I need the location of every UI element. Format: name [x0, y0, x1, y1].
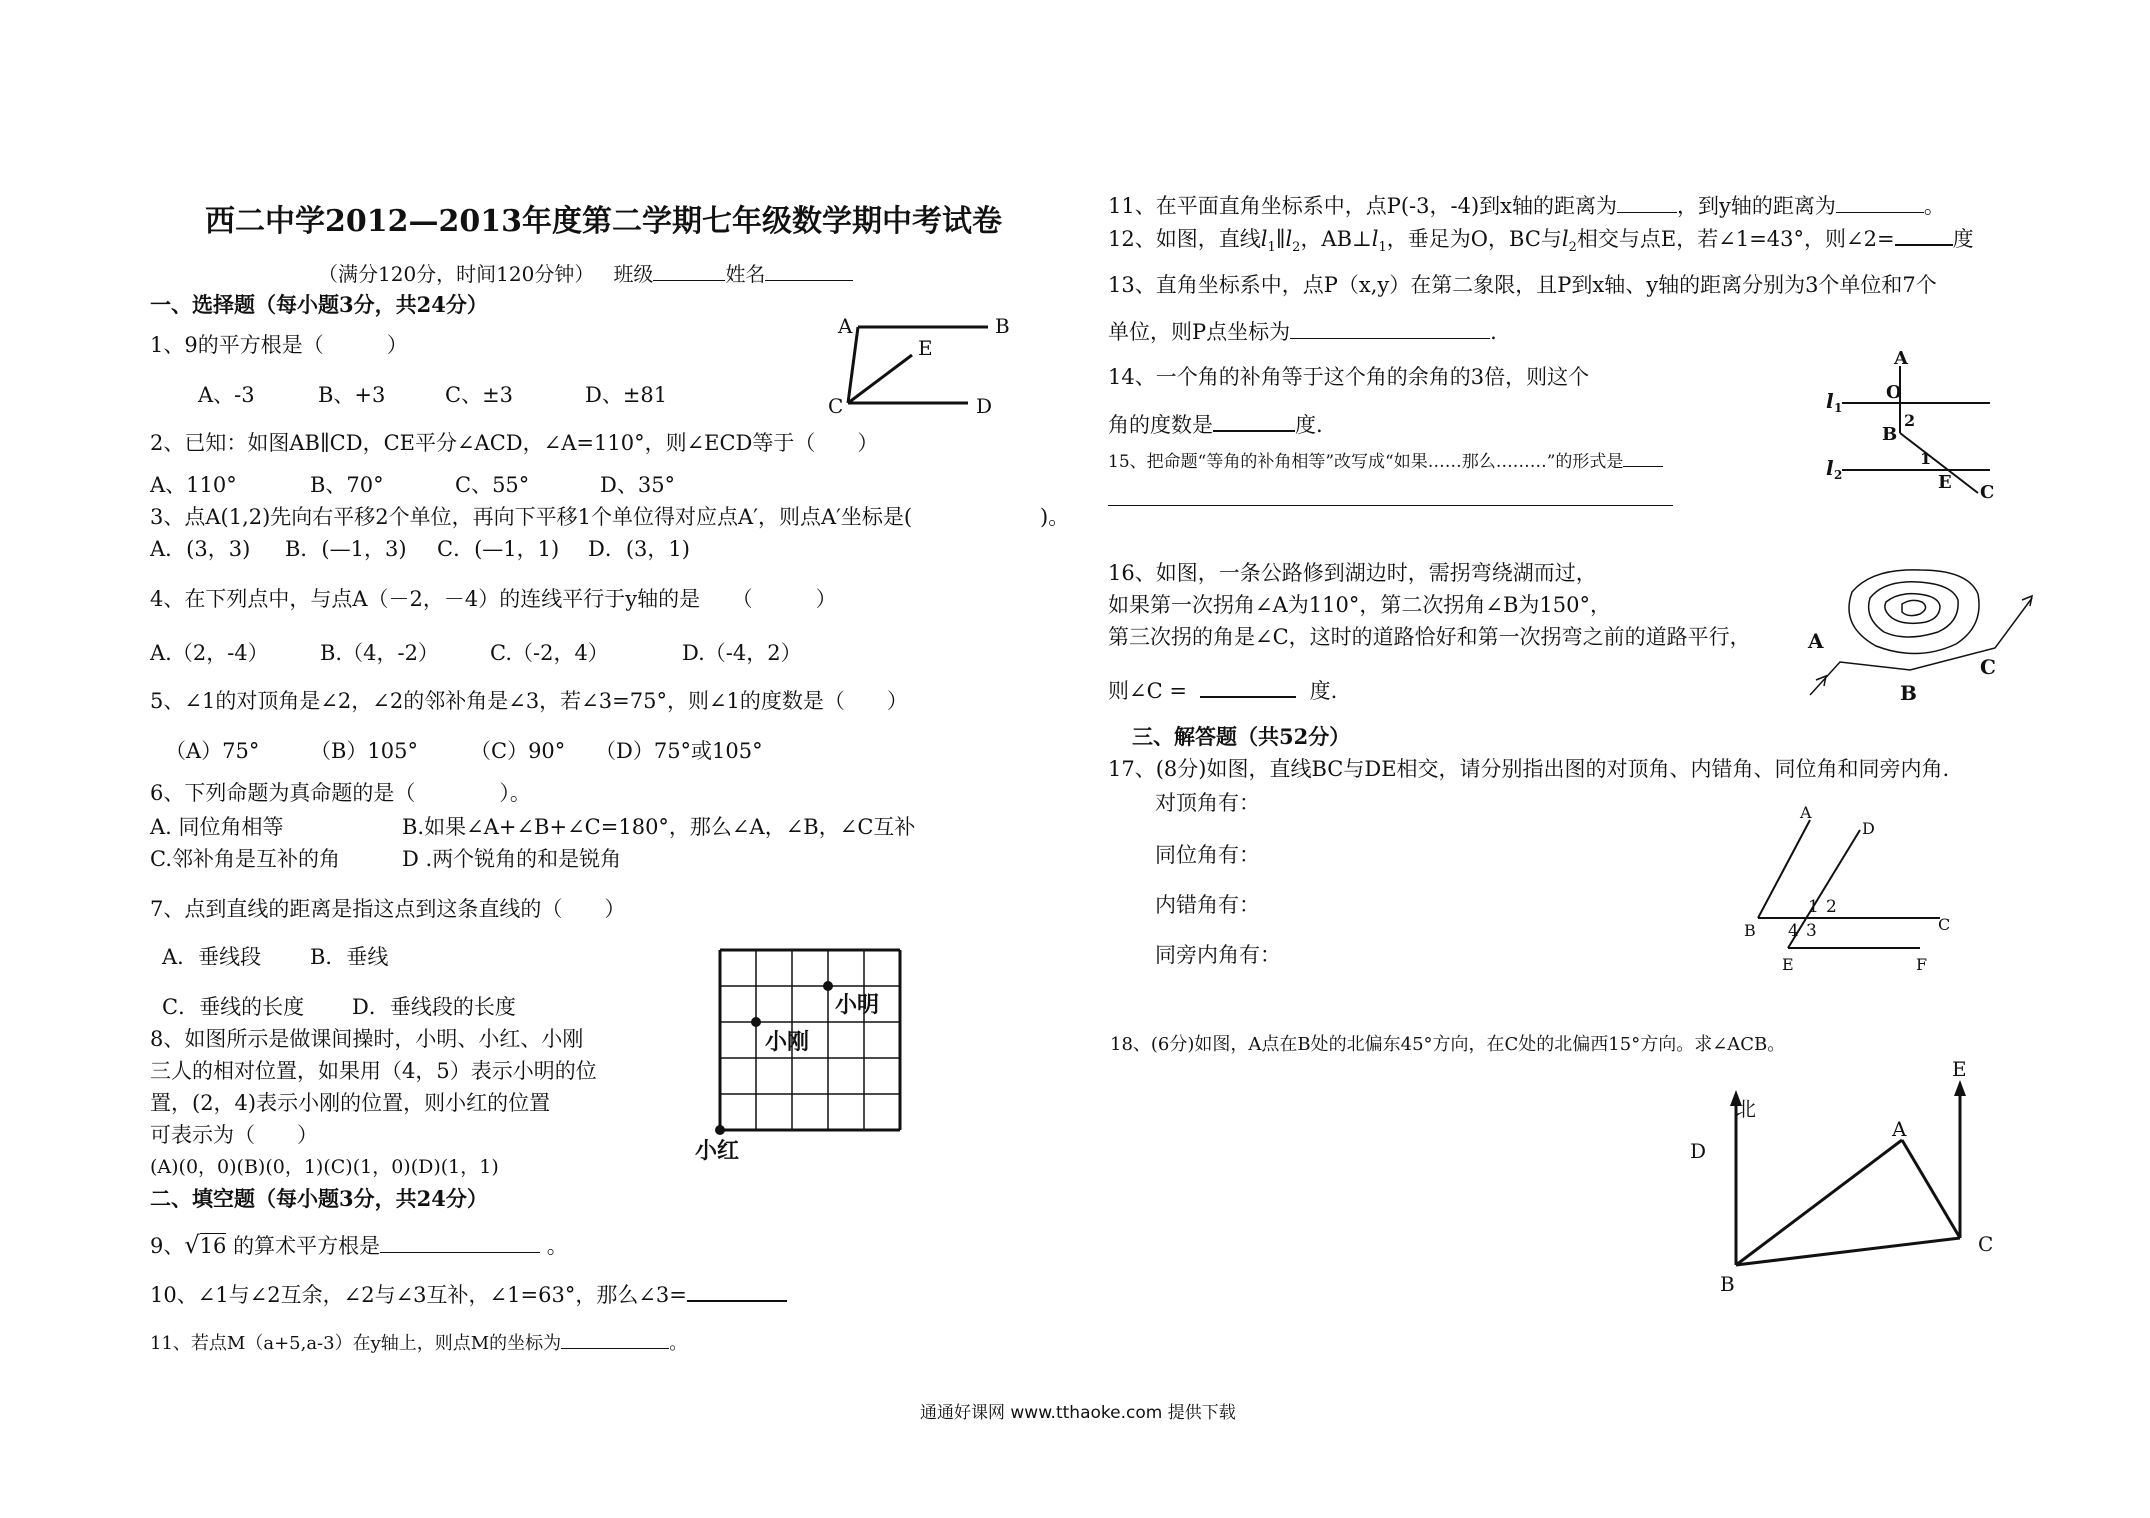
- label-a: A: [1800, 803, 1812, 822]
- label-1: 1: [1920, 449, 1932, 468]
- q11a-answer-blank: [561, 1328, 669, 1349]
- segment-ac: [1902, 1140, 1960, 1238]
- question-3: 3、点A(1,2)先向右平移2个单位，再向下平移1个单位得对应点A′，则点A′坐标是(: [150, 505, 913, 529]
- question-16-line-4: 则∠C = 度.: [1108, 676, 1337, 704]
- q2-option-a: A、110°: [150, 473, 237, 497]
- label-angle-1: 1: [1808, 897, 1819, 917]
- label-angle-2: 2: [1826, 897, 1837, 917]
- q3-option-c: C．(—1，1): [437, 537, 560, 561]
- q3-option-b: B．(—1，3): [285, 537, 407, 561]
- q1-option-d: D、±81: [585, 383, 668, 407]
- segment-ba: [1736, 1140, 1902, 1265]
- line-ac: [848, 327, 858, 403]
- question-12: 12、如图，直线$l_1\parallel l_2$，$AB\perp l_1$，垂足为O，BC与$l_2$相交与点E，若∠1=43°，则∠2= 度: [1108, 224, 1974, 261]
- question-8-line-1: 8、如图所示是做课间操时，小明、小红、小刚: [150, 1027, 584, 1051]
- question-10: 10、∠1与∠2互余，∠2与∠3互补，∠1=63°，那么∠3=: [150, 1280, 787, 1308]
- label-north: 北: [1736, 1097, 1756, 1121]
- label-d: D: [1862, 819, 1875, 838]
- label-e: E: [1952, 1057, 1967, 1081]
- question-11a: 11、若点M（a+5,a-3）在y轴上，则点M的坐标为 。: [150, 1328, 687, 1357]
- question-8-line-2: 三人的相对位置，如果用（4，5）表示小明的位: [150, 1059, 597, 1083]
- label-e: E: [1938, 472, 1952, 493]
- label-b: B: [1882, 424, 1898, 445]
- label-2: 2: [1904, 411, 1916, 430]
- q7-option-a: A．垂线段: [162, 945, 262, 969]
- exam-info: （满分120分，时间120分钟） 班级 姓名: [318, 260, 853, 287]
- q9-answer-blank: [380, 1232, 540, 1253]
- question-13-line-2: 单位，则P点坐标为 .: [1108, 320, 1497, 344]
- q15-answer-line: [1108, 505, 1673, 506]
- q1-option-c: C、±3: [445, 383, 514, 407]
- dot-xiaoming: [823, 981, 833, 991]
- lake-contours: [1849, 570, 1979, 654]
- question-2: 2、已知：如图AB∥CD，CE平分∠ACD，∠A=110°，则∠ECD等于（ ）: [150, 431, 879, 455]
- label-b: B: [995, 314, 1010, 338]
- label-o: O: [1886, 382, 1902, 403]
- q4-option-b: B.（4，-2）: [320, 641, 439, 665]
- question-5: 5、∠1的对顶角是∠2，∠2的邻补角是∠3，若∠3=75°，则∠1的度数是（ ）: [150, 689, 908, 713]
- label-f: F: [1916, 955, 1928, 974]
- label-angle-4: 4: [1788, 921, 1799, 941]
- line-ce: [848, 355, 912, 403]
- question-3-end: )。: [1040, 505, 1070, 529]
- label-xiaohong: 小红: [695, 1138, 740, 1164]
- q3-option-a: A．(3，3): [150, 537, 251, 561]
- section-heading-fill: 二、填空题（每小题3分，共24分）: [150, 1186, 488, 1211]
- q1-option-a: A、-3: [198, 383, 255, 407]
- q5-option-d: （D）75°或105°: [595, 739, 763, 763]
- label-e: E: [1782, 955, 1794, 974]
- grid-lines: [720, 950, 900, 1130]
- question-8-line-4: 可表示为（ ）: [150, 1123, 318, 1147]
- label-b: B: [1900, 681, 1917, 705]
- q4-option-d: D.（-4，2）: [682, 641, 802, 665]
- q17-vertical-angles: 对顶角有：: [1155, 791, 1260, 815]
- question-13-line-1: 13、直角坐标系中，点P（x,y）在第二象限，且P到x轴、y轴的距离分别为3个单位和7个: [1108, 273, 1937, 297]
- q17-alternate-angles: 内错角有：: [1155, 893, 1260, 917]
- figure-q16-lake-road: [1780, 560, 2050, 710]
- q4-option-c: C.（-2，4）: [490, 641, 609, 665]
- question-11b: 11、在平面直角坐标系中，点P(-3，-4)到x轴的距离为 ，到y轴的距离为 。: [1108, 194, 1945, 218]
- question-4: 4、在下列点中，与点A（－2，－4）的连线平行于y轴的是 （ ）: [150, 587, 837, 611]
- label-d: D: [1690, 1139, 1707, 1163]
- label-l1-sub: 1: [1834, 401, 1843, 415]
- question-16-line-2: 如果第一次拐角∠A为110°，第二次拐角∠B为150°，: [1108, 593, 1611, 617]
- figure-q17-intersecting-lines: [1730, 800, 1960, 980]
- q6-option-a: A. 同位角相等: [150, 815, 284, 839]
- line-a: [1758, 820, 1810, 918]
- q17-corresponding-angles: 同位角有：: [1155, 843, 1260, 867]
- label-l1: l: [1826, 389, 1834, 413]
- question-17: 17、(8分)如图，直线BC与DE相交，请分别指出图的对顶角、内错角、同位角和同旁内角.: [1108, 757, 1950, 781]
- q17-interior-angles: 同旁内角有：: [1155, 943, 1281, 967]
- q5-option-a: （A）75°: [165, 739, 260, 763]
- q8-options: (A)(0，0)(B)(0，1)(C)(1，0)(D)(1，1): [150, 1156, 499, 1178]
- question-14-line-2: 角的度数是 度.: [1108, 410, 1323, 438]
- q6-option-c: C.邻补角是互补的角: [150, 847, 340, 871]
- q2-option-d: D、35°: [600, 473, 676, 497]
- q10-answer-blank: [687, 1280, 787, 1302]
- q2-option-c: C、55°: [455, 473, 530, 497]
- q5-option-b: （B）105°: [310, 739, 419, 763]
- dot-xiaohong: [715, 1125, 725, 1135]
- label-c: C: [1938, 915, 1951, 934]
- label-c: C: [1980, 655, 1996, 679]
- label-xiaogang: 小刚: [765, 1029, 810, 1055]
- question-8-line-3: 置，(2，4)表示小刚的位置，则小红的位置: [150, 1091, 551, 1115]
- figure-q8-grid: [690, 945, 930, 1175]
- label-b: B: [1720, 1272, 1735, 1296]
- q7-option-c: C．垂线的长度: [162, 995, 305, 1019]
- q6-option-b: B.如果∠A+∠B+∠C=180°，那么∠A，∠B，∠C互补: [402, 815, 916, 839]
- question-9: 9、√16 的算术平方根是 。: [150, 1231, 568, 1259]
- page-title: 西二中学2012—2013年度第二学期七年级数学期中考试卷: [205, 204, 1002, 239]
- figure-q12-parallel-lines: [1820, 348, 2000, 508]
- label-c: C: [1980, 482, 1995, 503]
- label-d: D: [976, 394, 993, 418]
- q7-option-d: D．垂线段的长度: [352, 995, 516, 1019]
- q7-option-b: B．垂线: [310, 945, 389, 969]
- section-heading-choice: 一、选择题（每小题3分，共24分）: [150, 292, 488, 317]
- dot-xiaogang: [751, 1017, 761, 1027]
- figure-q2-parallel-lines: [820, 314, 1020, 418]
- label-a: A: [1808, 629, 1824, 653]
- question-6: 6、下列命题为真命题的是（ ）。: [150, 781, 531, 805]
- question-1: 1、9的平方根是（ ）: [150, 333, 408, 357]
- figure-q18-bearings: [1680, 1057, 2020, 1296]
- question-16-line-1: 16、如图，一条公路修到湖边时，需拐弯绕湖而过，: [1108, 561, 1597, 585]
- sqrt-symbol: √: [184, 1231, 200, 1259]
- q2-option-b: B、70°: [310, 473, 384, 497]
- road-arrow-start: [1816, 676, 1826, 686]
- label-e: E: [918, 336, 933, 360]
- question-16-line-3: 第三次拐的角是∠C，这时的道路恰好和第一次拐弯之前的道路平行，: [1108, 625, 1751, 649]
- q6-option-d: D .两个锐角的和是锐角: [402, 847, 622, 871]
- q1-option-b: B、+3: [318, 383, 386, 407]
- question-18: 18、(6分)如图，A点在B处的北偏东45°方向，在C处的北偏西15°方向。求∠ACB。: [1110, 1034, 1786, 1055]
- label-c: C: [828, 394, 844, 418]
- section-heading-solve: 三、解答题（共52分）: [1132, 724, 1351, 749]
- q3-option-d: D．(3，1): [588, 537, 690, 561]
- question-14-line-1: 14、一个角的补角等于这个角的余角的3倍，则这个: [1108, 365, 1590, 389]
- label-a: A: [1894, 348, 1908, 369]
- q4-option-a: A.（2，-4）: [150, 641, 269, 665]
- label-a: A: [838, 314, 853, 338]
- label-a: A: [1892, 1117, 1907, 1141]
- segment-bc: [1736, 1238, 1960, 1265]
- label-c: C: [1978, 1232, 1994, 1256]
- label-l2: l: [1826, 456, 1834, 480]
- label-b: B: [1744, 921, 1756, 940]
- north-arrow-c: [1954, 1080, 1966, 1096]
- label-xiaoming: 小明: [835, 992, 880, 1018]
- label-angle-3: 3: [1806, 921, 1817, 941]
- question-7: 7、点到直线的距离是指这点到这条直线的（ ）: [150, 897, 626, 921]
- q5-option-c: （C）90°: [470, 739, 566, 763]
- question-15: 15、把命题“等角的补角相等”改写成“如果……那么………”的形式是: [1108, 446, 1663, 475]
- footer-source: 通通好课网 www.tthaoke.com 提供下载: [920, 1403, 1236, 1423]
- label-l2-sub: 2: [1834, 468, 1843, 482]
